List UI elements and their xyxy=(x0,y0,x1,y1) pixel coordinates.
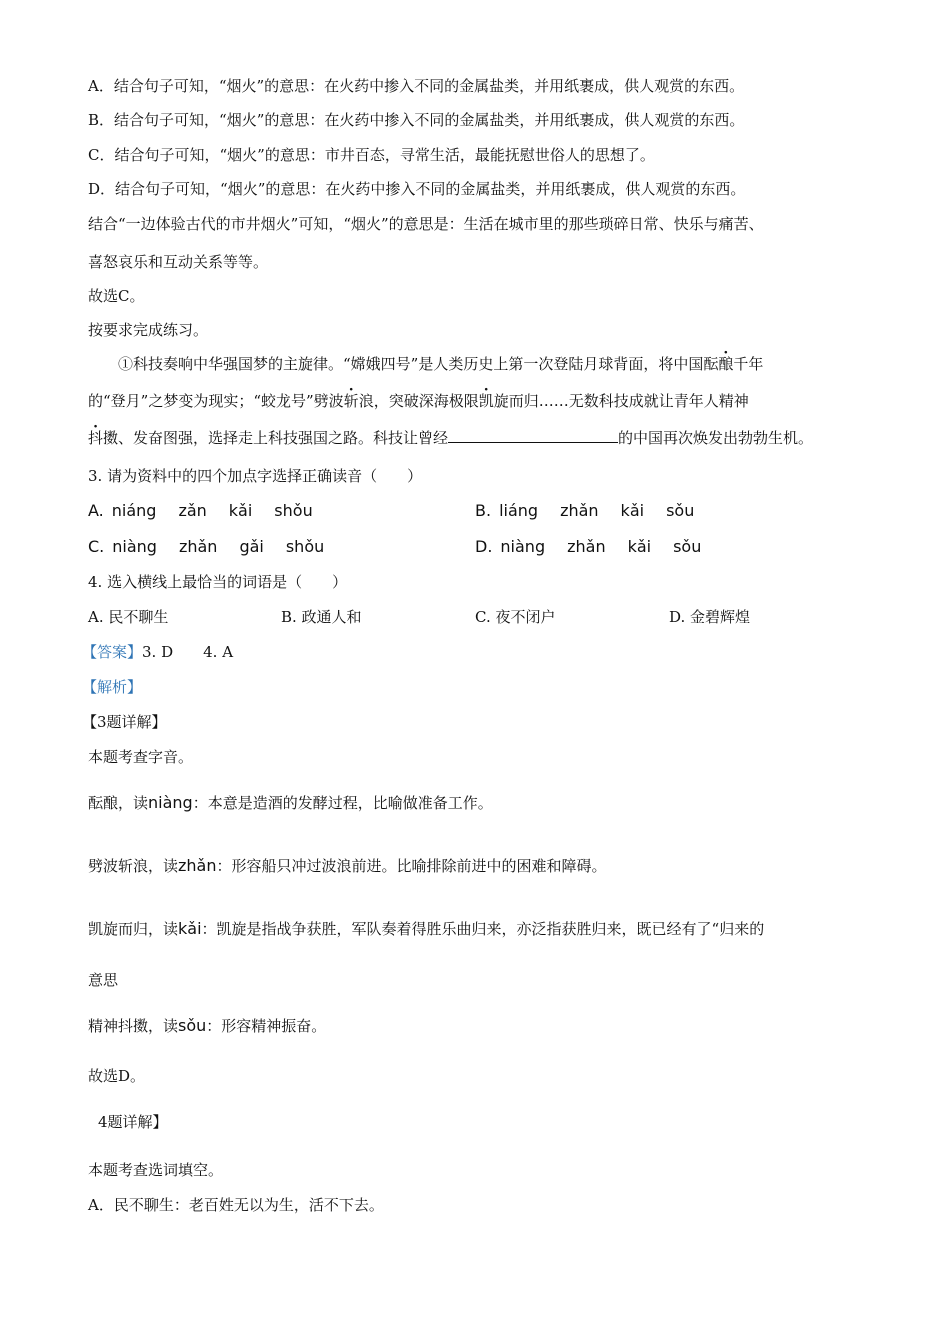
text: ①科技奏响中华强国梦的主旋律。“嫦娥四号”是人类历史上第一次登陆月球背面，将中国酝 xyxy=(118,355,719,373)
q4-option-a: A. 民不聊生 xyxy=(88,608,169,626)
text: ：形容船只冲过波浪前进。比喻排除前进中的困难和障碍。 xyxy=(216,857,607,875)
q4-explain-a: A．民不聊生：老百姓无以为生，活不下去。 xyxy=(88,1196,384,1214)
label: C. xyxy=(88,537,105,556)
pinyin: niàng xyxy=(500,537,546,556)
q3-intro: 本题考查字音。 xyxy=(88,748,194,766)
q3-option-d xyxy=(475,537,723,557)
passage-line-3 xyxy=(88,428,813,448)
passage-line-1 xyxy=(118,354,763,374)
pinyin: sǒu xyxy=(178,1016,207,1035)
dotted-char: 斩 xyxy=(343,392,359,410)
text: ：本意是造酒的发酵过程，比喻做准备工作。 xyxy=(192,794,493,812)
word: 劈波斩浪，读 xyxy=(88,857,179,875)
pinyin: shǒu xyxy=(285,537,325,556)
text: ：形容精神振奋。 xyxy=(206,1017,327,1035)
word: 精神抖擞，读 xyxy=(88,1017,179,1035)
pinyin: niáng xyxy=(111,501,157,520)
pinyin: niàng xyxy=(112,537,157,556)
pinyin: kǎi xyxy=(627,537,652,556)
dotted-char: 凯 xyxy=(478,392,494,410)
prev-choice: 故选C。 xyxy=(88,287,145,305)
answer-label: 【答案】 xyxy=(82,643,143,661)
text: 的“登月”之梦变为现实；“蛟龙号”劈波 xyxy=(88,392,344,410)
prev-option-d: D．结合句子可知，“烟火”的意思：在火药中掺入不同的金属盐类，并用纸裹成，供人观赏的东西。 xyxy=(88,180,746,198)
text: 浪，突破深海极限 xyxy=(358,392,479,410)
q4-stem: 4. 选入横线上最恰当的词语是（ ） xyxy=(88,573,348,591)
q3-option-c xyxy=(88,537,346,557)
pinyin: liáng xyxy=(499,501,539,520)
pinyin: zhǎn xyxy=(560,501,599,520)
pinyin: zhǎn xyxy=(178,537,218,556)
pinyin: kǎi xyxy=(228,501,253,520)
pinyin: zǎn xyxy=(178,501,207,520)
fill-blank xyxy=(448,428,618,443)
text: 的中国再次焕发出勃勃生机。 xyxy=(618,429,814,447)
text: 旋而归……无数科技成就让青年人精神 xyxy=(493,392,749,410)
q3-stem: 3. 请为资料中的四个加点字选择正确读音（ ） xyxy=(88,467,423,485)
pinyin: niàng xyxy=(148,793,193,812)
pinyin: gǎi xyxy=(239,537,264,556)
text: ：凯旋是指战争获胜，军队奏着得胜乐曲归来，亦泛指获胜归来，既已经有了“归来的 xyxy=(201,920,765,938)
answer xyxy=(82,642,233,662)
q3-choice: 故选D。 xyxy=(88,1067,146,1085)
prev-option-a: A．结合句子可知，“烟火”的意思：在火药中掺入不同的金属盐类，并用纸裹成，供人观赏的东西。 xyxy=(88,77,745,95)
q3-option-b xyxy=(475,501,716,521)
pinyin: kǎi xyxy=(178,919,202,938)
q3-explain-2 xyxy=(88,856,607,876)
pinyin: shǒu xyxy=(274,501,313,520)
q4-detail-heading: 4题详解】 xyxy=(98,1113,168,1131)
q3-explain-3-cont: 意思 xyxy=(88,971,119,989)
dotted-char: 酿 xyxy=(718,355,734,373)
label: B. xyxy=(475,501,492,520)
q4-option-c: C. 夜不闭户 xyxy=(475,608,556,626)
pinyin: sǒu xyxy=(666,501,695,520)
prev-option-b: B．结合句子可知，“烟火”的意思：在火药中掺入不同的金属盐类，并用纸裹成，供人观赏的东西。 xyxy=(88,111,745,129)
pinyin: kǎi xyxy=(620,501,645,520)
dotted-char: 抖 xyxy=(88,429,104,447)
q3-explain-4 xyxy=(88,1016,326,1036)
q3-option-a xyxy=(88,501,335,521)
prev-option-c: C．结合句子可知，“烟火”的意思：市井百态，寻常生活，最能抚慰世俗人的思想了。 xyxy=(88,146,655,164)
q3-explain-3 xyxy=(88,919,764,939)
analysis-label: 【解析】 xyxy=(82,678,143,696)
prev-explain-cont: 喜怒哀乐和互动关系等等。 xyxy=(88,253,269,271)
label: A. xyxy=(88,501,104,520)
text: 擞、发奋图强，选择走上科技强国之路。科技让曾经 xyxy=(103,429,449,447)
q4-option-b: B. 政通人和 xyxy=(281,608,362,626)
passage-line-2 xyxy=(88,391,749,411)
pinyin: sǒu xyxy=(673,537,702,556)
pinyin: zhǎn xyxy=(178,856,217,875)
word: 凯旋而归，读 xyxy=(88,920,179,938)
q4-intro: 本题考查选词填空。 xyxy=(88,1161,224,1179)
word: 酝酿，读 xyxy=(88,794,149,812)
q4-option-d: D. 金碧辉煌 xyxy=(669,608,751,626)
q3-detail-heading: 【3题详解】 xyxy=(82,713,167,731)
q3-explain-1 xyxy=(88,793,493,813)
answer-text: 3. D 4. A xyxy=(142,643,234,661)
label: D. xyxy=(475,537,493,556)
prev-explain: 结合“一边体验古代的市井烟火”可知，“烟火”的意思是：生活在城市里的那些琐碎日常、快乐与痛苦、 xyxy=(88,215,764,233)
text: 千年 xyxy=(733,355,764,373)
instruction: 按要求完成练习。 xyxy=(88,321,209,339)
pinyin: zhǎn xyxy=(567,537,606,556)
